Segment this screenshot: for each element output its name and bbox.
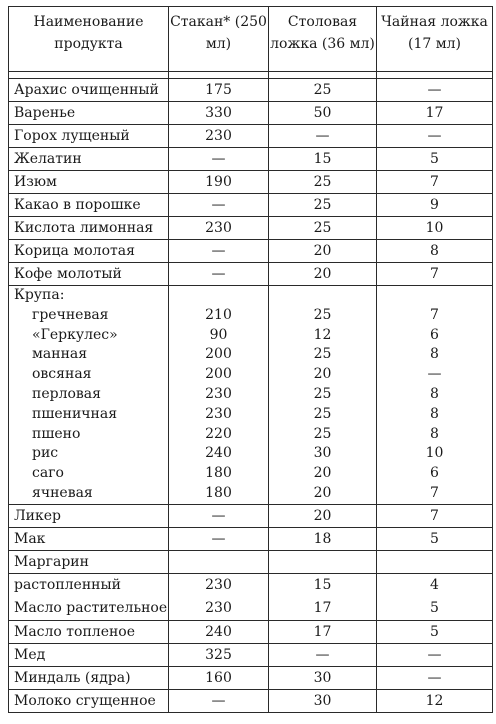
table-row xyxy=(9,171,493,194)
grain-item-tbsp: 25 xyxy=(313,306,332,323)
table-row xyxy=(9,125,493,148)
glass-value-cell: — xyxy=(169,263,269,286)
grain-item-tbsp: 25 xyxy=(313,405,332,422)
grain-item-name: пшеничная xyxy=(32,405,118,422)
tablespoon-value-cell: 25 xyxy=(269,79,377,102)
margarine-line-glass: 230 xyxy=(205,599,232,616)
grain-tablespoon-cell xyxy=(269,286,377,505)
product-name-cell: Варенье xyxy=(9,102,169,125)
table-row xyxy=(9,102,493,125)
table-row xyxy=(9,194,493,217)
tablespoon-value-cell: 25 xyxy=(269,171,377,194)
grain-item-tbsp: 25 xyxy=(313,346,332,363)
margarine-tablespoon-cell xyxy=(269,573,377,620)
grain-item-tsp: 8 xyxy=(430,425,439,442)
grain-item-tsp: 7 xyxy=(430,306,439,323)
tablespoon-value-cell: 20 xyxy=(269,240,377,263)
margarine-glass-cell xyxy=(169,573,269,620)
grain-item-name: овсяная xyxy=(32,366,92,383)
product-name-cell: Корица молотая xyxy=(9,240,169,263)
product-name-cell: Ликер xyxy=(9,504,169,527)
margarine-title-row xyxy=(9,550,493,573)
grain-item-tsp: 10 xyxy=(425,445,444,462)
grain-item-name: саго xyxy=(32,465,64,482)
grain-item-glass: 90 xyxy=(209,326,228,343)
grain-item-tbsp: 25 xyxy=(313,425,332,442)
grain-item-tsp: 6 xyxy=(430,465,439,482)
margarine-lines-row xyxy=(9,573,493,620)
table-row xyxy=(9,148,493,171)
grain-group-row xyxy=(9,286,493,505)
glass-value-cell: — xyxy=(169,527,269,550)
grain-item-tsp: 8 xyxy=(430,405,439,422)
teaspoon-value-cell: 7 xyxy=(377,263,493,286)
product-name-cell: Арахис очищенный xyxy=(9,79,169,102)
teaspoon-value-cell: 8 xyxy=(377,240,493,263)
tablespoon-value-cell: 30 xyxy=(269,666,377,689)
teaspoon-value-cell: — xyxy=(377,79,493,102)
grain-item-name: гречневая xyxy=(32,306,109,323)
tablespoon-value-cell: — xyxy=(269,643,377,666)
tablespoon-value-cell: 17 xyxy=(269,620,377,643)
teaspoon-value-cell: 10 xyxy=(377,217,493,240)
product-name-cell: Мед xyxy=(9,643,169,666)
grain-item-name: перловая xyxy=(32,385,101,402)
teaspoon-value-cell: 9 xyxy=(377,194,493,217)
product-name-cell: Желатин xyxy=(9,148,169,171)
product-name-cell: Изюм xyxy=(9,171,169,194)
teaspoon-value-cell: — xyxy=(377,643,493,666)
grain-teaspoon-cell xyxy=(377,286,493,505)
grain-item-tsp: 6 xyxy=(430,326,439,343)
product-name-cell: Горох лущеный xyxy=(9,125,169,148)
glass-value-cell: 230 xyxy=(169,125,269,148)
margarine-line-tsp: 5 xyxy=(430,599,439,616)
glass-value-cell: — xyxy=(169,148,269,171)
glass-value-cell: — xyxy=(169,240,269,263)
glass-value-cell: 160 xyxy=(169,666,269,689)
product-name-cell: Мак xyxy=(9,527,169,550)
glass-value-cell: 175 xyxy=(169,79,269,102)
grain-item-name: ячневая xyxy=(32,484,93,501)
teaspoon-value-cell: 5 xyxy=(377,148,493,171)
margarine-teaspoon-cell xyxy=(377,573,493,620)
table-row xyxy=(9,504,493,527)
grain-item-glass: 200 xyxy=(205,366,232,383)
margarine-title: Маргарин xyxy=(9,550,169,573)
empty-cell xyxy=(377,550,493,573)
grain-item-name: пшено xyxy=(32,425,81,442)
grain-item-tsp: 7 xyxy=(430,484,439,501)
grain-item-tsp: — xyxy=(427,366,442,383)
teaspoon-value-cell: 7 xyxy=(377,504,493,527)
glass-value-cell: — xyxy=(169,689,269,712)
margarine-line-glass: 230 xyxy=(205,576,232,593)
grain-item-tbsp: 12 xyxy=(313,326,332,343)
grain-item-glass: 220 xyxy=(205,425,232,442)
table-row xyxy=(9,263,493,286)
table-row xyxy=(9,643,493,666)
table-row xyxy=(9,79,493,102)
glass-value-cell: 190 xyxy=(169,171,269,194)
teaspoon-value-cell: 12 xyxy=(377,689,493,712)
product-name-cell: Кислота лимонная xyxy=(9,217,169,240)
grain-item-tsp: 8 xyxy=(430,346,439,363)
grain-item-tbsp: 20 xyxy=(313,465,332,482)
header-row xyxy=(9,7,493,72)
glass-value-cell: 230 xyxy=(169,217,269,240)
margarine-line-tbsp: 15 xyxy=(313,576,332,593)
grain-title: Крупа: xyxy=(14,287,65,303)
product-name-cell: Молоко сгущенное xyxy=(9,689,169,712)
grain-item-tbsp: 20 xyxy=(313,484,332,501)
glass-value-cell: — xyxy=(169,504,269,527)
teaspoon-value-cell: 17 xyxy=(377,102,493,125)
tablespoon-value-cell: — xyxy=(269,125,377,148)
grain-item-tbsp: 25 xyxy=(313,385,332,402)
teaspoon-value-cell: 5 xyxy=(377,620,493,643)
grain-item-glass: 240 xyxy=(205,445,232,462)
measures-table xyxy=(8,6,493,713)
glass-value-cell: — xyxy=(169,194,269,217)
spacer-row xyxy=(9,72,493,79)
blank-line xyxy=(169,286,268,306)
grain-item-glass: 230 xyxy=(205,385,232,402)
grain-item-glass: 230 xyxy=(205,405,232,422)
table-row xyxy=(9,689,493,712)
tablespoon-value-cell: 15 xyxy=(269,148,377,171)
grain-item-tbsp: 30 xyxy=(313,445,332,462)
table-row xyxy=(9,666,493,689)
tablespoon-value-cell: 25 xyxy=(269,194,377,217)
margarine-line-tsp: 4 xyxy=(430,576,439,593)
glass-value-cell: 330 xyxy=(169,102,269,125)
margarine-line-name: Масло растительное xyxy=(14,599,168,616)
grain-item-name: «Геркулес» xyxy=(32,326,118,343)
header-teaspoon: Чайная ложка (17 мл) xyxy=(377,7,493,72)
teaspoon-value-cell: 7 xyxy=(377,171,493,194)
tablespoon-value-cell: 20 xyxy=(269,504,377,527)
grain-names-cell xyxy=(9,286,169,505)
product-name-cell: Кофе молотый xyxy=(9,263,169,286)
product-name-cell: Масло топленое xyxy=(9,620,169,643)
blank-line xyxy=(377,286,492,306)
blank-line xyxy=(269,286,376,306)
grain-item-glass: 180 xyxy=(205,484,232,501)
grain-item-glass: 180 xyxy=(205,465,232,482)
empty-cell xyxy=(169,550,269,573)
teaspoon-value-cell: — xyxy=(377,666,493,689)
glass-value-cell: 240 xyxy=(169,620,269,643)
table-row xyxy=(9,217,493,240)
glass-value-cell: 325 xyxy=(169,643,269,666)
header-glass: Стакан* (250 мл) xyxy=(169,7,269,72)
product-name-cell: Какао в порошке xyxy=(9,194,169,217)
grain-item-tbsp: 20 xyxy=(313,366,332,383)
margarine-line-name: растопленный xyxy=(14,576,121,593)
header-product: Наименование продукта xyxy=(9,7,169,72)
table-row xyxy=(9,527,493,550)
grain-item-glass: 200 xyxy=(205,346,232,363)
grain-item-glass: 210 xyxy=(205,306,232,323)
grain-item-name: рис xyxy=(32,445,59,462)
margarine-line-tbsp: 17 xyxy=(313,599,332,616)
empty-cell xyxy=(269,550,377,573)
margarine-names-cell xyxy=(9,573,169,620)
grain-glass-cell xyxy=(169,286,269,505)
tablespoon-value-cell: 18 xyxy=(269,527,377,550)
teaspoon-value-cell: 5 xyxy=(377,527,493,550)
tablespoon-value-cell: 50 xyxy=(269,102,377,125)
product-name-cell: Миндаль (ядра) xyxy=(9,666,169,689)
table-row xyxy=(9,240,493,263)
tablespoon-value-cell: 20 xyxy=(269,263,377,286)
table-row xyxy=(9,620,493,643)
tablespoon-value-cell: 30 xyxy=(269,689,377,712)
header-tablespoon: Столовая ложка (36 мл) xyxy=(269,7,377,72)
tablespoon-value-cell: 25 xyxy=(269,217,377,240)
teaspoon-value-cell: — xyxy=(377,125,493,148)
grain-item-tsp: 8 xyxy=(430,385,439,402)
grain-item-name: манная xyxy=(32,346,88,363)
